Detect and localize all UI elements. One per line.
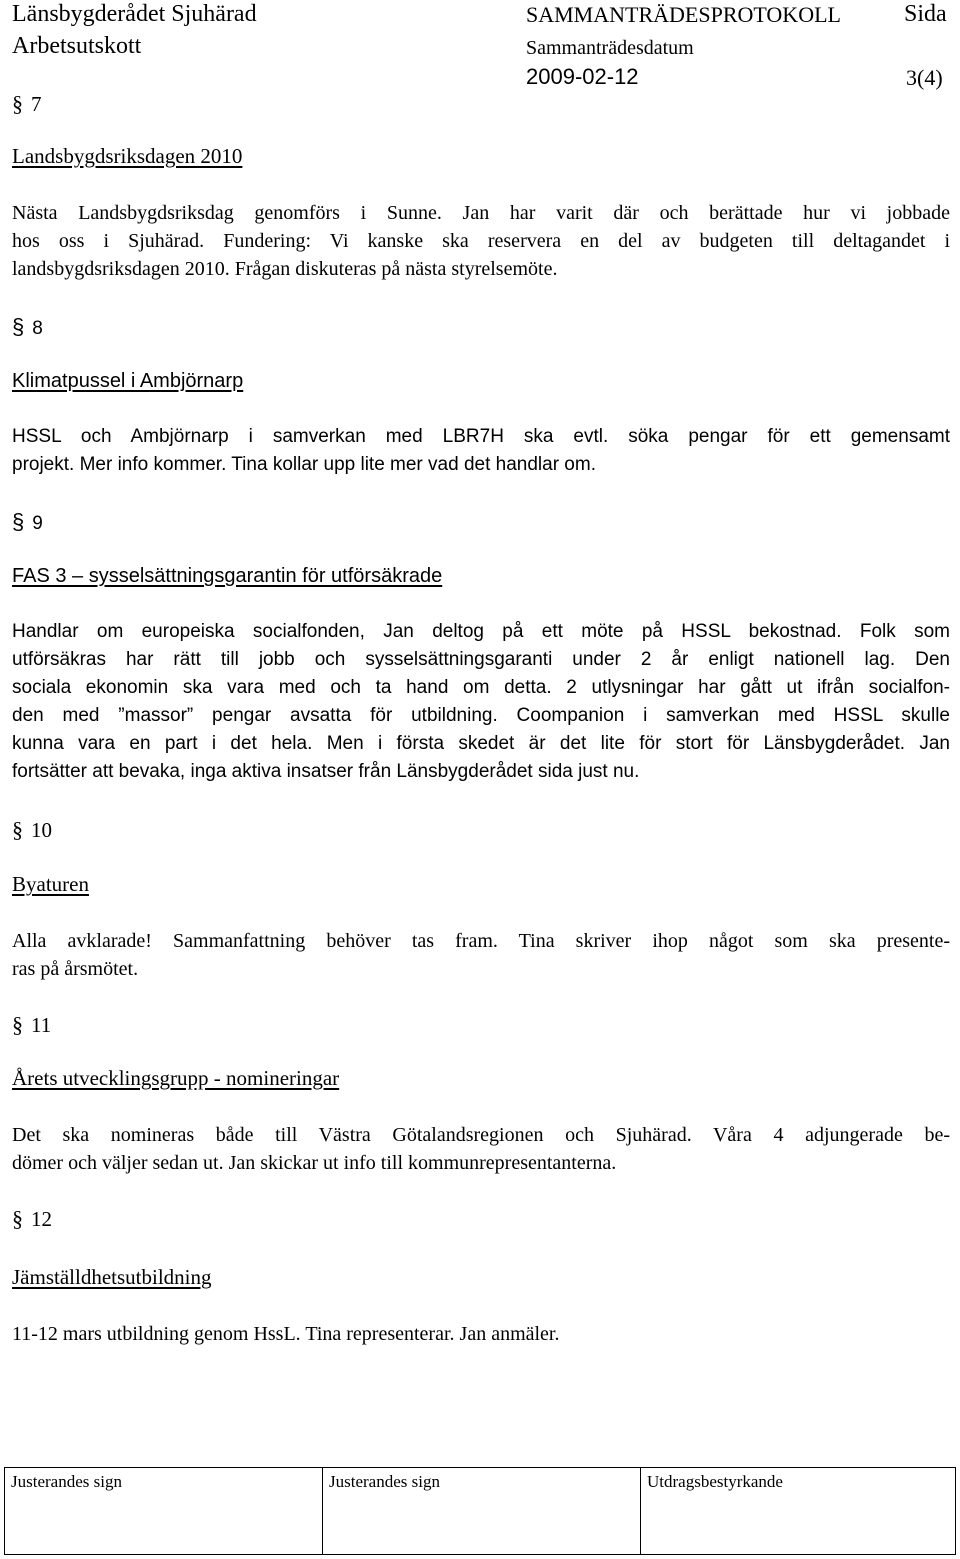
section-symbol: §: [12, 1206, 23, 1231]
section-number: § 7: [12, 91, 42, 116]
signature-label: Justerandes sign: [11, 1472, 122, 1491]
body-line: Nästa Landsbygdsriksdag genomförs i Sunne. Jan har varit där och berättade hur vi jobbade: [12, 202, 950, 224]
section-body: [12, 199, 950, 283]
section-title: Årets utvecklingsgrupp - nomineringar: [12, 1066, 340, 1090]
body-line: fortsätter att bevaka, inga aktiva insatser från Länsbygderådet sida just nu.: [12, 761, 640, 782]
body-line: dömer och väljer sedan ut. Jan skickar ut info till kommunrepresentanterna.: [12, 1152, 617, 1174]
document-type: SAMMANTRÄDESPROTOKOLL: [526, 2, 841, 27]
signature-label: Justerandes sign: [329, 1472, 440, 1491]
body-line: 11-12 mars utbildning genom HssL. Tina representerar. Jan anmäler.: [12, 1323, 560, 1345]
committee-name: Arbetsutskott: [12, 33, 142, 59]
section-number: § 11: [12, 1012, 52, 1037]
section-title: Klimatpussel i Ambjörnarp: [12, 370, 244, 392]
section-title: Jämställdhetsutbildning: [12, 1265, 212, 1289]
section-symbol: §: [12, 91, 23, 116]
section-title: Byaturen: [12, 872, 89, 896]
section-symbol: §: [12, 314, 25, 339]
section-symbol: §: [12, 1012, 23, 1037]
meeting-date: 2009-02-12: [526, 64, 639, 89]
section-title: FAS 3 – sysselsättningsgarantin för utförsäkrade: [12, 565, 443, 587]
section-number: § 10: [12, 817, 52, 842]
page-number: 3(4): [906, 65, 943, 90]
body-line: landsbygdsriksdagen 2010. Frågan diskuteras på nästa styrelsemöte.: [12, 258, 558, 280]
section-body: [12, 1121, 950, 1177]
section-number: § 9: [12, 509, 43, 534]
page-label: Sida: [904, 1, 947, 27]
body-line: ras på årsmötet.: [12, 958, 139, 980]
certification-label: Utdragsbestyrkande: [647, 1472, 783, 1491]
section-body: [12, 927, 950, 983]
body-line: projekt. Mer info kommer. Tina kollar upp lite mer vad det handlar om.: [12, 454, 596, 475]
signature-cell-2: [323, 1468, 641, 1554]
section-number: § 12: [12, 1206, 52, 1231]
body-line: sociala ekonomin ska vara med och ta hand om detta. 2 utlysningar har gått ut ifrån socialfon-: [12, 677, 950, 698]
signature-cell-1: [5, 1468, 323, 1554]
section-symbol: §: [12, 817, 23, 842]
signature-table: [4, 1467, 956, 1555]
body-line: kunna vara en part i det hela. Men i första skedet är det lite för stort för Länsbygderådet. Jan: [12, 733, 950, 754]
section-body: [12, 1320, 950, 1348]
date-label: Sammanträdesdatum: [526, 37, 694, 59]
section-symbol: §: [12, 509, 25, 534]
section-title: Landsbygdsriksdagen 2010: [12, 144, 243, 168]
section-number: § 8: [12, 314, 43, 339]
section-body: [12, 618, 950, 786]
body-line: utförsäkras har rätt till jobb och sysselsättningsgaranti under 2 år enligt nationell lag. Den: [12, 649, 950, 670]
certification-cell: [641, 1468, 955, 1554]
body-line: Det ska nomineras både till Västra Götalandsregionen och Sjuhärad. Våra 4 adjungerade be-: [12, 1124, 950, 1146]
body-line: Alla avklarade! Sammanfattning behöver tas fram. Tina skriver ihop något som ska presente-: [12, 930, 950, 952]
body-line: den med ”massor” pengar avsatta för utbildning. Coompanion i samverkan med HSSL skulle: [12, 705, 950, 726]
body-line: hos oss i Sjuhärad. Fundering: Vi kanske ska reservera en del av budgeten till deltagandet i: [12, 230, 950, 252]
section-body: [12, 423, 950, 479]
organization-name: Länsbygderådet Sjuhärad: [12, 1, 257, 27]
body-line: Handlar om europeiska socialfonden, Jan deltog på ett möte på HSSL bekostnad. Folk som: [12, 621, 950, 642]
body-line: HSSL och Ambjörnarp i samverkan med LBR7H ska evtl. söka pengar för ett gemensamt: [12, 426, 950, 447]
